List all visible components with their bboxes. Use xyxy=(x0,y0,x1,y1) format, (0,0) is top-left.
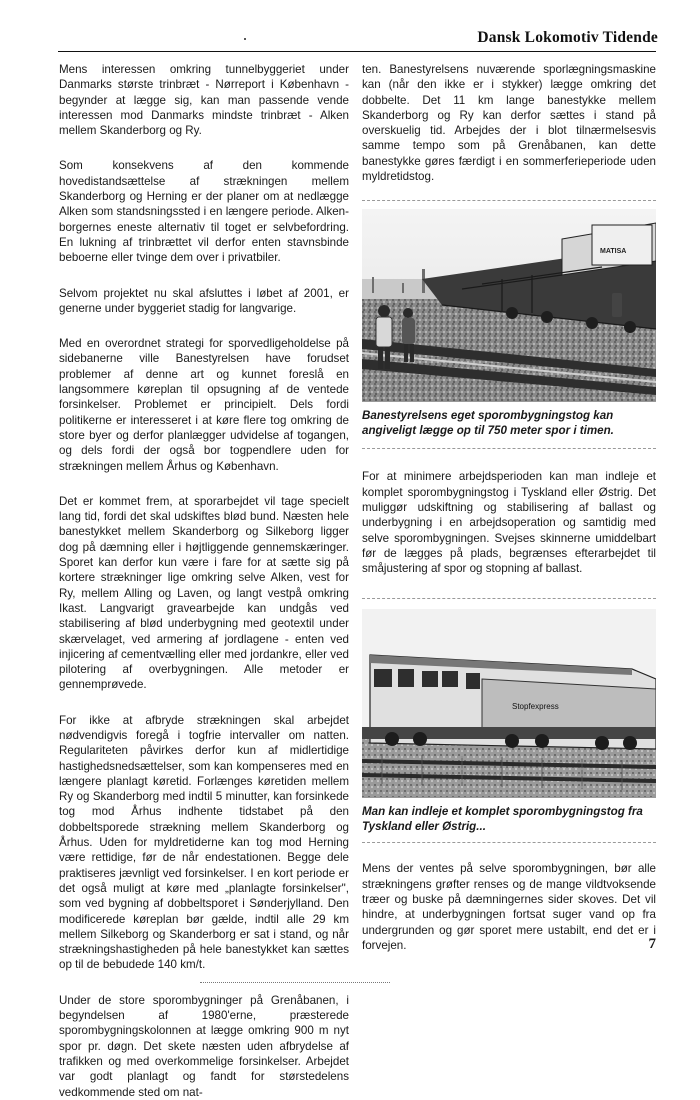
print-speck xyxy=(244,38,246,40)
right-column xyxy=(362,62,656,973)
paragraph: Mens interessen omkring tunnelbyggeriet under Danmarks største trinbræt - Nørreport i København - begynder at lægge sig, kan man passende vende interessen mod Danmarks mindste trinbræt - Alken mellem Skanderborg og Ry. xyxy=(59,63,349,138)
scan-artifact xyxy=(200,982,390,983)
caption-divider xyxy=(362,842,656,843)
photo-track-machine xyxy=(362,209,656,401)
page-number: 7 xyxy=(648,936,656,952)
paragraph: For at minimere arbejdsperioden kan man indleje et komplet sporombygningstog i Tyskland eller Østrig. Det muliggør udskiftning og stabilisering af ballast og underbygning i en arbejdsoperation og samtidig med selve sporombygningen. Svejses skinnerne umiddelbart før de lægges på plads, begrænses efterarbejdet til småjustering af spor og stopning af ballast. xyxy=(362,470,656,576)
paragraph: ten. Banestyrelsens nuværende sporlægningsmaskine kan (når den ikke er i stykker) lægge omkring det dobbelte. Det 11 km lange banestykke mellem Skanderborg og Ry kan derfor sættes i stand på overskuelig tid. Arbejdes der i blot tilnærmelsesvis samme tempo som på Grenåbanen, kan dette banestykke gøres færdigt i en sommerferieperiode uden myldretidstog. xyxy=(362,63,656,184)
train-marking: MATISA xyxy=(600,248,627,256)
paragraph: Med en overordnet strategi for sporvedligeholdelse på sidebanerne ville Banestyrelsen have forudset problemer af denne art og kunnet foreslå en langsommere køreplan til opsugning af de ventede forsinkelser. Problemet er principielt. Dels fordi politikerne er interesseret i at køre flere tog omkring de store byer og derfor planlægger udvidelse af togangen, og dels fordi der også bor togpendlere uden for strækningen mellem Århus og København. xyxy=(59,337,349,473)
paragraph: Selvom projektet nu skal afsluttes i løbet af 2001, er generne under byggeriet stadig for langvarige. xyxy=(59,286,349,315)
photo-divider xyxy=(362,200,656,201)
photo-caption: Man kan indleje et komplet sporombygningstog fra Tyskland eller Østrig... xyxy=(362,805,643,834)
train-marking: Stopfexpress xyxy=(512,702,559,712)
paragraph: For ikke at afbryde strækningen skal arbejdet nødvendigvis foregå i togfrie intervaller om natten. Regulariteten påvirkes derfor kun af midlertidige hastighedsnedsættelser, som kan kompenseres med en længere planlagt køretid. Forlænges køretiden mellem Ry og Skanderborg med indtil 5 minutter, kan forsinkede tog mod Århus indhente tidstabet på den dobbeltsporede strækning mellem Skanderborg og Århus. Uden for myldretiderne kan tog mod Herning være rettidige, før de når endestationen. Begge dele praktiseres jævnligt ved forsinkelser. I en kort periode er det også muligt at køre med „planlagte forsinkelser", som ved bygning af dobbeltsporet i Sønderjylland. Den modificerede køreplan bør gælde, indtil alle 29 km mellem Silkeborg og Skanderborg er sat i stand, og når strækningshastigheden på hele banestykket kan sættes op til de bebudede 140 km/t. xyxy=(59,713,349,972)
header-rule xyxy=(58,51,656,52)
paragraph: Det er kommet frem, at sporarbejdet vil tage specielt lang tid, fordi det skal udskiftes blød bund. Næsten hele banestykket mellem Skanderborg og Silkeborg ligger dog på dæmning eller i højtliggende gennemskæringer. Sporet kan derfor kun være i fare for at sætte sig på kortere strækninger lige omkring selve Alken, vest for Ry, mellem Alling og Laven, og langt vestpå omkring Ikast. Langvarigt gravearbejde kan undgås ved stabilisering af blød underbygning med geotextil under skærvelaget, ved armering af jordlagene - enten ved injicering af cementvælling eller med jordankre, eller ved pilotering af overbygningen. Alle metoder er gennemprøvede. xyxy=(59,494,349,692)
photo-ballast-train xyxy=(362,609,656,797)
magazine-title: Dansk Lokomotiv Tidende xyxy=(477,29,658,46)
photo-divider xyxy=(362,598,656,599)
photo-bottom-rule xyxy=(362,797,656,798)
paragraph: Under de store sporombygninger på Grenåbanen, i begyndelsen af 1980'erne, præsterede sporombygningskolonnen at lægge omkring 900 m nyt spor pr. døgn. Det skete næsten uden afbrydelse af trafikken og med overkommelige forsinkelser. Arbejdet var godt planlagt og fandt for størstedelens vedkommende sted om nat- xyxy=(59,993,349,1099)
photo-bottom-rule xyxy=(362,401,656,402)
track-machine-photo xyxy=(362,209,656,401)
photo-caption: Banestyrelsens eget sporombygningstog kan angiveligt lægge op til 750 meter spor i timen. xyxy=(362,409,614,438)
paragraph: Som konsekvens af den kommende hovedistandsættelse af strækningen mellem Skanderborg og Herning er der planer om at nedlægge Alken som standsningssted i en længere periode. Alken-borgernes eneste alternativ til toget er selvbefordring. En lukning af trinbrættet vil derfor enten stavnsbinde beboerne eller tvinge dem over i privatbiler. xyxy=(59,159,349,265)
caption-divider xyxy=(362,448,656,449)
ballast-train-photo xyxy=(362,609,656,797)
paragraph: Mens der ventes på selve sporombygningen, bør alle strækningens grøfter renses og de mange vildtvoksende træer og buske på dæmningernes sider skoves. Det vil hindre, at underbygningen fortsat suger vand op fra undergrunden og gør sporet mere ustabilt, end det er i forvejen. xyxy=(362,862,656,952)
left-column xyxy=(59,62,349,1100)
